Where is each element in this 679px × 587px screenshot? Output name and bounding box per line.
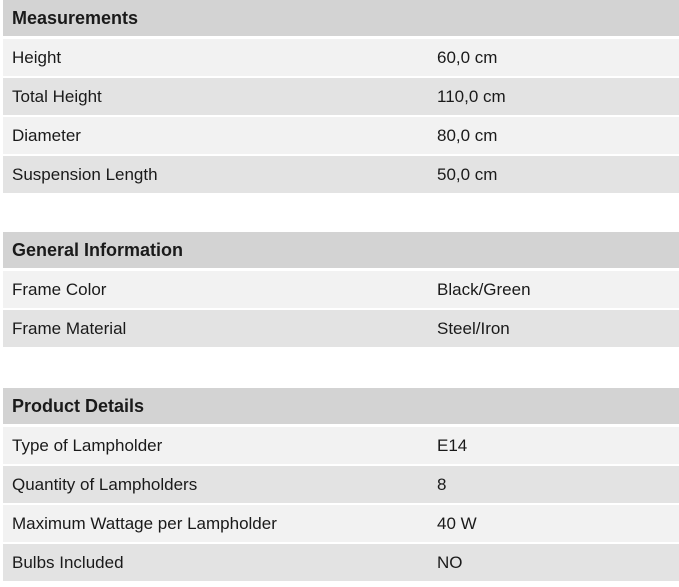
spec-row: [3, 117, 679, 154]
spec-label: Quantity of Lampholders: [12, 475, 198, 494]
spec-value: 60,0 cm: [437, 48, 498, 67]
spec-label: Frame Color: [12, 280, 107, 299]
spec-value: 8: [437, 475, 447, 494]
spec-row: [3, 271, 679, 308]
spec-row: [3, 156, 679, 193]
spec-label: Height: [12, 48, 62, 67]
spec-label: Frame Material: [12, 319, 127, 338]
spec-label: Total Height: [12, 87, 102, 106]
spec-value: NO: [437, 553, 463, 572]
spec-label: Type of Lampholder: [12, 436, 163, 455]
spec-row: [3, 78, 679, 115]
spec-label: Maximum Wattage per Lampholder: [12, 514, 277, 533]
spec-value: Black/Green: [437, 280, 531, 299]
section-header: Product Details: [3, 388, 679, 424]
spec-row: [3, 39, 679, 76]
section-header: Measurements: [3, 0, 679, 36]
product-details-section: [3, 388, 679, 583]
section-header: General Information: [3, 232, 679, 268]
spec-value: 110,0 cm: [437, 87, 506, 106]
spec-label: Suspension Length: [12, 165, 158, 184]
spec-label: Diameter: [12, 126, 81, 145]
spec-row: [3, 427, 679, 464]
general-information-section: [3, 232, 679, 349]
spec-row: [3, 505, 679, 542]
spec-value: 50,0 cm: [437, 165, 498, 184]
spec-label: Bulbs Included: [12, 553, 124, 572]
measurements-section: [3, 0, 679, 195]
spec-row: [3, 466, 679, 503]
spec-value: Steel/Iron: [437, 319, 510, 338]
spec-value: E14: [437, 436, 468, 455]
spec-row: [3, 310, 679, 347]
spec-row: [3, 544, 679, 581]
spec-value: 80,0 cm: [437, 126, 498, 145]
spec-value: 40 W: [437, 514, 477, 533]
